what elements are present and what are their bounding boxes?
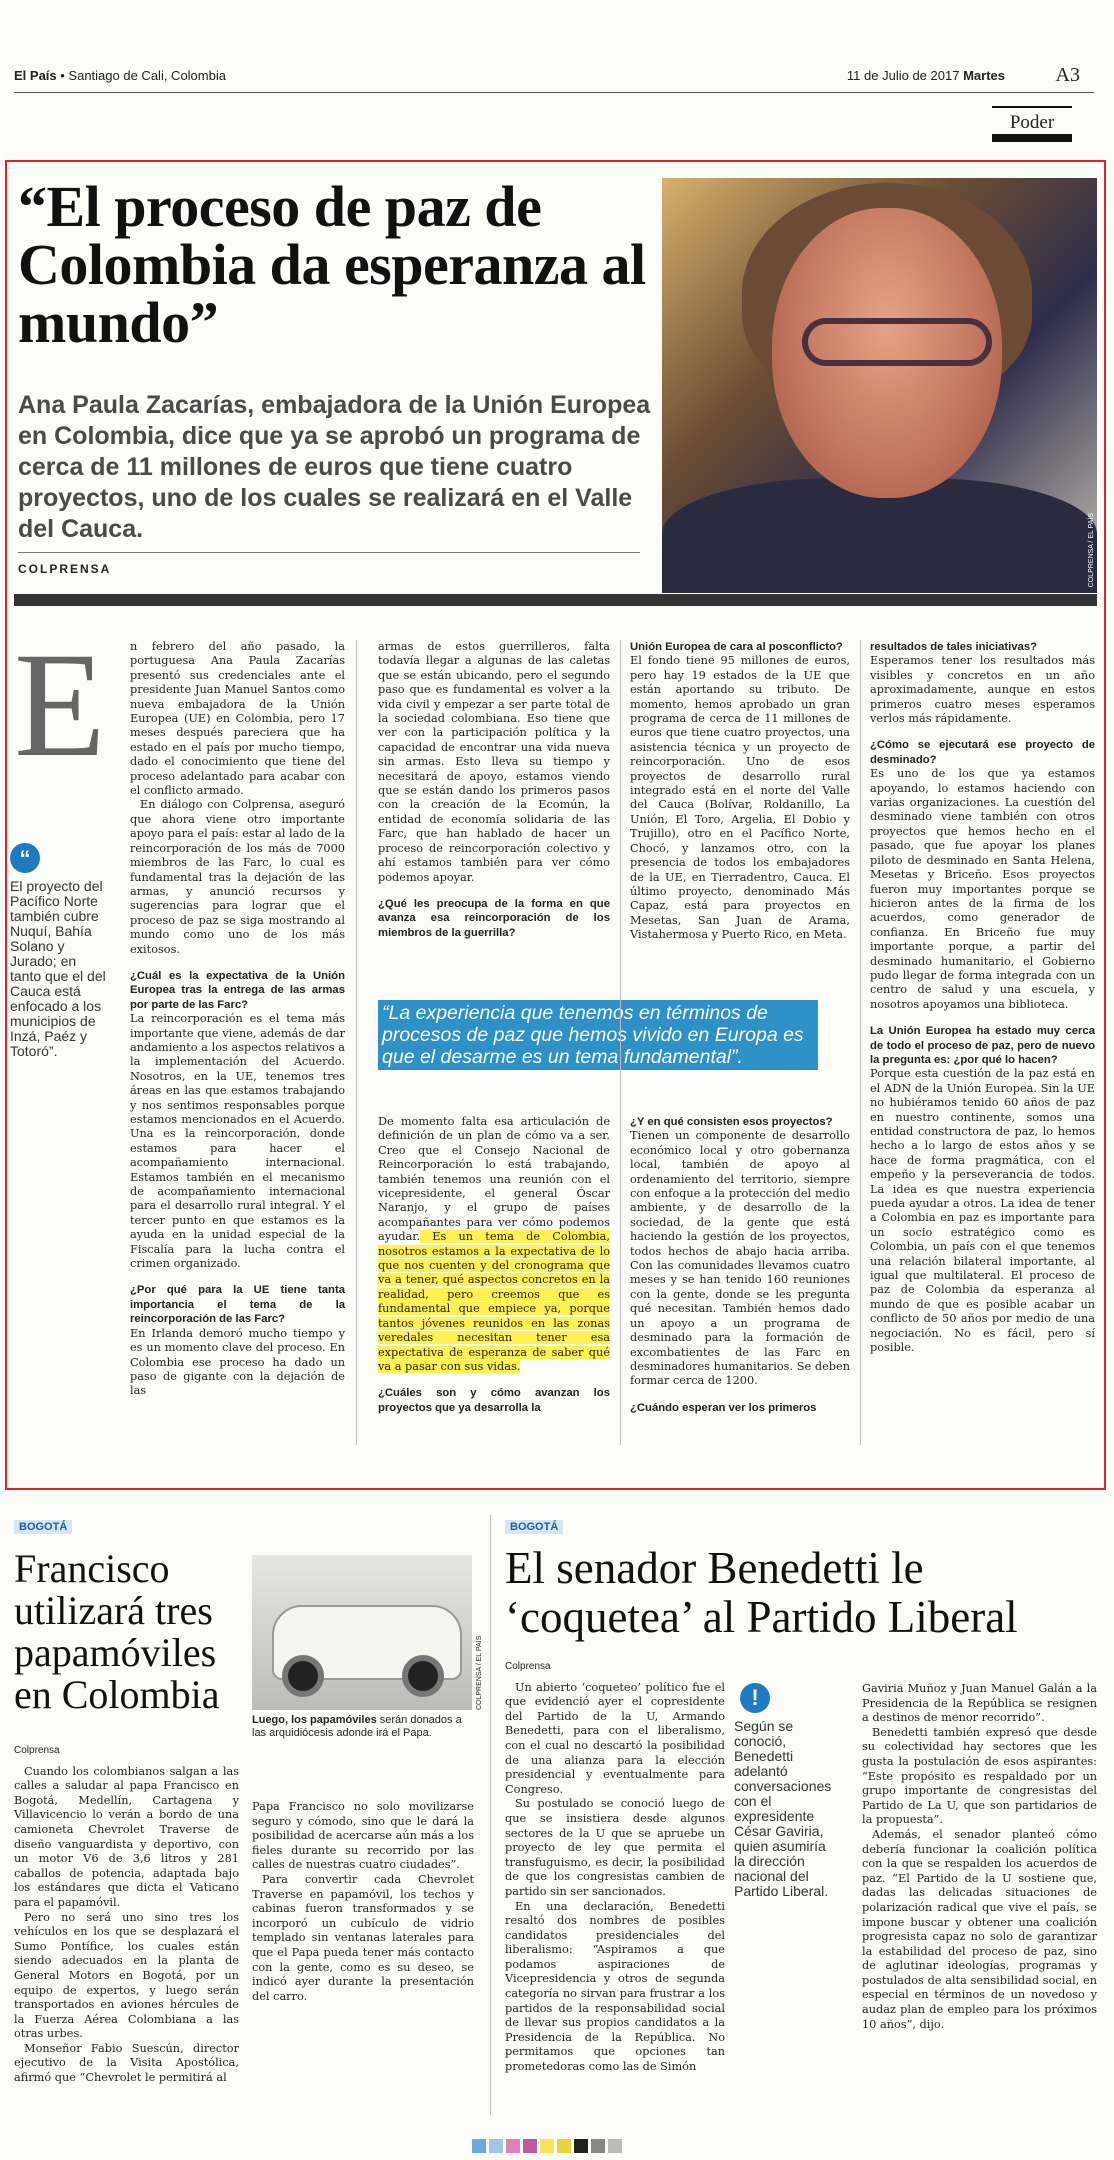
paragraph: Esperamos tener los resultados más visibles y concretos en un año aproximadamente, aunque en estos primeros cuatro meses esperamos verlos más rápidamente. (870, 654, 1095, 726)
paragraph: Cuando los colombianos salgan a las calles a saludar al papa Francisco en Bogotá, Medellín, Cartagena y Villavicencio lo verán a bordo de una camioneta Chevrolet Traverse de diseño vanguardista y deportivo, con un motor V6 de 3,6 litros y 281 caballos de potencia, adaptada bajo los estándares que dicta el Vaticano para el papamóvil. (14, 1764, 239, 1909)
drop-cap: E (14, 622, 106, 788)
paragraph: Papa Francisco no solo movilizarse seguro y cómodo, sino que le dará la posibilidad de acercarse aún más a los fieles durante su recorrido por las calles de nuestras cuatro ciudades”. (252, 1800, 474, 1872)
paragraph: Tienen un componente de desarrollo económico local y otro gobernanza local, también de apoyo al ordenamiento del territorio, siempre con enfoque a la protección del medio ambiente, y de desarrollo de la sociedad, de la gente que está haciendo la gestión de los proyectos, todos hechos de abajo hacia arriba. Con las comunidades llevamos cuatro meses y se han tenido 160 reuniones con la gente, donde se les pregunta qué necesitan. También hemos dado un apoyo a un programa de desminado para la formación de excombatientes de las Farc en desminadores humanitarios. Se deben formar cerca de 1200. (630, 1129, 850, 1388)
article-column-3 (630, 640, 850, 943)
section-label: Poder (992, 106, 1072, 142)
right-story-col-2 (862, 1682, 1097, 2032)
question: resultados de tales iniciativas? (870, 641, 1038, 653)
papamovil-photo (252, 1555, 472, 1710)
paragraph: El fondo tiene 95 millones de euros, pero hay 19 estados de la UE que están aportando su tributo. De momento, hemos aprobado un gran programa de cerca de 11 millones de euros que tiene cuatro proyectos, una asistencia técnica y un proyecto de reincorporación. Uno de esos proyectos de desarrollo rural integrado está en el norte del Valle del Cauca (Bolívar, Roldanillo, La Unión, El Toro, Argelia, El Dobio y Trujillo), otro en el Pacífico Norte, Chocó, y lanzamos otro, con la presencia de todos los embajadores de la UE, en Tierradentro, Cauca. El último proyecto, denominado Más Capaz, está para proyectos en Mesetas, San Juan de Arama, Vistahermosa y Puerto Rico, en Meta. (630, 654, 850, 942)
question: ¿Cómo se ejecutará ese proyecto de desminado? (870, 739, 1095, 766)
color-swatch (489, 2139, 503, 2153)
color-swatch (472, 2139, 486, 2153)
paper-city: • Santiago de Cali, Colombia (60, 68, 226, 83)
section-tag: BOGOTÁ (505, 1520, 563, 1534)
paragraph: En una declaración, Benedetti resaltó dos nombres de posibles candidatos presidenciales del liberalismo: “Aspiramos a que podamos aspiraciones de Vicepresidencia y otros de segunda categoría no sirvan para frustrar a los partidos de la responsabilidad social de llevar sus propios candidatos a la Presidencia de la República. No permitamos que opciones tan prometedoras como las de Simón (505, 1899, 725, 2074)
side-note-text: El proyecto del Pacífico Norte también cubre Nuquí, Bahía Solano y Jurado; en tanto que el del Cauca está enfocado a los municipios de Inzá, Paéz y Totoró”. (10, 878, 106, 1059)
article-column-1 (130, 640, 345, 1399)
paragraph: n febrero del año pasado, la portuguesa Ana Paula Zacarías presentó sus credenciales ante el presidente Juan Manuel Santos como nueva embajadora de la Unión Europea (UE) en Colombia, pero 17 meses después pareciera que ha estado en el país por mucho tiempo, dado el conocimiento que tiene del proceso adelantado para acabar con el conflicto armado. (130, 640, 345, 798)
color-swatch (591, 2139, 605, 2153)
deck-rule (18, 552, 640, 553)
car-wheel (402, 1655, 444, 1697)
color-swatch (523, 2139, 537, 2153)
issue-date: 11 de Julio de 2017 Martes (846, 68, 1005, 83)
side-note (734, 1683, 832, 1899)
exclamation-icon: ! (740, 1683, 770, 1713)
article-column-3b (630, 1115, 850, 1415)
paragraph: Gaviria Muñoz y Juan Manuel Galán a la Presidencia de la República se resignen a destinos de menor recorrido”. (862, 1682, 1097, 1725)
question: ¿Cuándo esperan ver los primeros (630, 1401, 817, 1414)
main-headline: “El proceso de paz de Colombia da esperanza al mundo” (18, 174, 646, 355)
paragraph: Para convertir cada Chevrolet Traverse en papamóvil, los techos y cabinas fueron transformados y se incorporó un cubículo de vidrio templado sin ventanas laterales para que el Papa pueda tener más contacto con la gente, como es su deseo, se indicó ayer durante la presentación del carro. (252, 1872, 474, 2003)
paragraph: Un abierto ‘coqueteo’ político fue el que evidenció ayer el copresidente del Partido de la U, Armando Benedetti, para con el liberalismo, con el cual no descartó la posibilidad de una alianza para la elección presidencial y eventualmente para Congreso. (505, 1680, 725, 1796)
color-swatch (557, 2139, 571, 2153)
left-story-col-1 (14, 1744, 239, 2086)
column-divider (620, 640, 621, 1445)
left-story-headline: Francisco utilizará tres papamóviles en Colombia (14, 1546, 220, 1717)
story-divider (490, 1515, 491, 2115)
question: ¿Por qué para la UE tiene tanta importancia el tema de la reincorporación de las Farc? (130, 1284, 345, 1326)
paragraph: Monseñor Fabio Suescún, director ejecutivo de la Visita Apostólica, afirmó que “Chevrolet le permitirá al (14, 2041, 239, 2085)
paragraph: Su postulado se conoció luego de que se insistiera desde algunos sectores de la U que se apruebe un proyecto de ley que permita el transfuguismo, es decir, la posibilidad de que los congresistas cambien de partido sin ser sancionados. (505, 1797, 725, 1898)
question: ¿Y en qué consisten esos proyectos? (630, 1116, 833, 1128)
paragraph: Es uno de los que ya estamos apoyando, lo estamos haciendo con varias organizaciones. La cuestión del desminado viene también con otros proyectos que hemos hecho en el pasado, que fue apoyar los planes piloto de desminado en Santa Helena, Mesetas y Briceño. Esos proyectos fueron muy importantes porque se hicieron antes de la firma de los acuerdos, como generador de confianza. En Briceño fue muy importante porque, a partir del desminado humanitario, el Gobierno pudo llegar de forma integrada con un centro de salud y una escuela, y nosotros apoyamos una biblioteca. (870, 767, 1095, 1011)
left-story-col-2 (252, 1800, 474, 2004)
story-credit: Colprensa (505, 1661, 551, 1672)
question: Unión Europea de cara al posconflicto? (630, 641, 843, 653)
paragraph: Benedetti también expresó que desde su colectividad hay sectores que les gusta la postulación de esos aspirantes: “Este propósito es respaldado por un grupo importante de congresistas del Partido de La U, que son partidarios de la propuesta”. (862, 1725, 1097, 1827)
photo-credit: COLPRENSA / EL PAÍS (1088, 512, 1095, 587)
paragraph: Además, el senador planteó cómo debería funcionar la coalición política con la que se respalden los acuerdos de paz. “El Partido de la U sostiene que, dadas las delicadas situaciones de polarización radical que vive el país, se impone buscar y obtener una coalición progresista capaz no solo de garantizar la estabilidad del proceso de paz, sino de aglutinar ideologías, programas y postulados de alta sensibilidad social, en especial en términos de un novedoso y audaz plan de empleo para los próximos 10 años”, dijo. (862, 1827, 1097, 2031)
section-tag: BOGOTÁ (14, 1520, 72, 1534)
paragraph: De momento falta esa articulación de definición de un plan de cómo va a ser. Creo que el Consejo Nacional de Reincorporación lo está trabajando, también tenemos una reunión con el vicepresidente, el general Óscar Naranjo, y el grupo de países acompañantes para ver cómo podemos ayudar. Es un tema de Colombia, nosotros estamos a la expectativa de lo que nos cuenten y del cronograma que va a tener, qué aspectos concretos en la realidad, pero creemos que es fundamental que empiece ya, porque tantos jóvenes reunidos en las zonas veredales necesitan tener esa expectativa de esperanza de saber qué va a pasar con sus vidas. (378, 1115, 610, 1373)
paragraph: En diálogo con Colprensa, aseguró que ahora viene otro importante apoyo para el país: estar al lado de la reincorporación de los más de 7000 miembros de las Farc, lo cual es fundamental tras la dejación de las armas, y anunció recursos y sugerencias para lograr que el proceso de paz se siga mostrando al mundo como uno de los más exitosos. (130, 798, 345, 956)
color-swatch (506, 2139, 520, 2153)
article-column-2b (378, 1115, 610, 1415)
page-header (14, 64, 1100, 92)
highlighted-text: Es un tema de Colombia, nosotros estamos a la expectativa de lo que nos cuenten y del cronograma que va a tener, qué aspectos concretos en la realidad, pero creemos que es fundamental que empiece ya, porque tantos jóvenes reunidos en las zonas veredales necesitan tener esa expectativa de esperanza de saber qué va a pasar con sus vidas. (378, 1230, 610, 1373)
color-swatch (574, 2139, 588, 2153)
paragraph: La reincorporación es el tema más importante que viene, además de dar andamiento a los aspectos relativos a la implementación del Acuerdo. Nosotros, en la UE, tenemos tres áreas en las que estamos trabajando y nos sentimos responsables porque estamos mencionados en el Acuerdo. Una es la reincorporación, donde estamos para hacer el acompañamiento internacional. Estamos también en el mecanismo de acompañamiento internacional para el desarrollo rural integral. Y el tercer punto en que estamos es la ayuda en la unidad especial de la Fiscalía para la lucha contra el crimen organizado. (130, 1012, 345, 1271)
side-note-text: Según se conoció, Benedetti adelantó conversaciones con el expresidente César Gaviria, quien asumiría la dirección nacional del Partido Liberal. (734, 1718, 832, 1899)
side-note (10, 843, 110, 1059)
question: ¿Cuál es la expectativa de la Unión Europea tras la entrega de las armas por parte de las Farc? (130, 969, 345, 1011)
header-rule (14, 92, 1094, 93)
paragraph: Pero no será uno sino tres los vehículos en los que se desplazará el Sumo Pontífice, los cuales están siendo adecuados en la planta de General Motors en Bogotá, por un equipo de expertos, y luego serán transportados en aviones hércules de la Fuerza Aérea Colombiana a las otras urbes. (14, 1910, 239, 2041)
paragraph: armas de estos guerrilleros, falta todavía llegar a algunas de las caletas que se están ubicando, pero el segundo paso que es fundamental es volver a la vida civil y empezar a ser parte total de la sociedad colombiana. Eso tiene que ver con la participación política y la capacidad de encontrar una vida nueva sin armas. Esto lleva su tiempo y necesitará de apoyo, estamos viendo que se están dando los primeros pasos con la creación de la Ecomún, la entidad de economía solidaria de las Farc, que han hablado de hacer un proceso de reincorporación colectivo y ahí estamos también para ver cómo podemos apoyar. (378, 640, 610, 884)
article-column-4 (870, 640, 1095, 1356)
question: ¿Cuáles son y cómo avanzan los proyectos que ya desarrolla la (378, 1387, 610, 1414)
paragraph: Porque esta cuestión de la paz está en el ADN de la Unión Europea. Sin la UE no hubiéramos tenido 60 años de paz en nuestro continente, somos una entidad constructora de paz, lo hemos hecho a lo largo de estos años y se hace de forma pragmática, con el empeño y la perseverancia de todos. La idea es que nuestra experiencia pueda ayudar a otros. La idea de tener a Colombia en paz es importante para un socio estratégico como es Colombia, un país con el que tenemos una relación bilateral importante, al igual que multilateral. El proceso de paz de Colombia da esperanza al mundo de que es posible acabar un conflicto de 50 años por medio de una negociación. No es fácil, pero sí posible. (870, 1067, 1095, 1355)
ambassador-photo (662, 178, 1097, 593)
dark-band (14, 594, 1097, 606)
paragraph: En Irlanda demoró mucho tiempo y es un momento clave del proceso. En Colombia ese proceso ha dado un paso de gigante con la dejación de las (130, 1326, 345, 1398)
right-story-col-1 (505, 1660, 725, 2075)
photo-caption: Luego, los papamóviles serán donados a las arquidiócesis adonde irá el Papa. (252, 1714, 462, 1739)
main-byline: COLPRENSA (18, 562, 112, 576)
quote-icon: “ (10, 843, 40, 873)
main-deck: Ana Paula Zacarías, embajadora de la Unión Europea en Colombia, dice que ya se aprobó un programa de cerca de 11 millones de euros que tiene cuatro proyectos, uno de los cuales se realizará en el Valle del Cauca. (18, 391, 651, 543)
article-column-2 (378, 640, 610, 940)
right-story-headline: El senador Benedetti le ‘coquetea’ al Partido Liberal (505, 1543, 1018, 1642)
page-number: A3 (1055, 64, 1080, 86)
question: La Unión Europea ha estado muy cerca de todo el proceso de paz, pero de nuevo la pregunta es: ¿por qué lo hacen? (870, 1025, 1095, 1066)
question: ¿Qué les preocupa de la forma en que avanza esa reincorporación de los miembros de la guerrilla? (378, 897, 610, 939)
color-swatch (608, 2139, 622, 2153)
column-divider (860, 640, 861, 1445)
photo-glasses (802, 318, 992, 366)
column-divider (356, 640, 357, 1445)
story-credit: Colprensa (14, 1745, 60, 1756)
color-swatch (540, 2139, 554, 2153)
pull-quote: “La experiencia que tenemos en términos de procesos de paz que hemos vivido en Europa es que el desarme es un tema fundamental”. (378, 1000, 818, 1070)
car-wheel (282, 1655, 324, 1697)
car-photo-credit: COLPRENSA / EL PAÍS (476, 1635, 483, 1710)
paper-name: El País (14, 68, 57, 83)
